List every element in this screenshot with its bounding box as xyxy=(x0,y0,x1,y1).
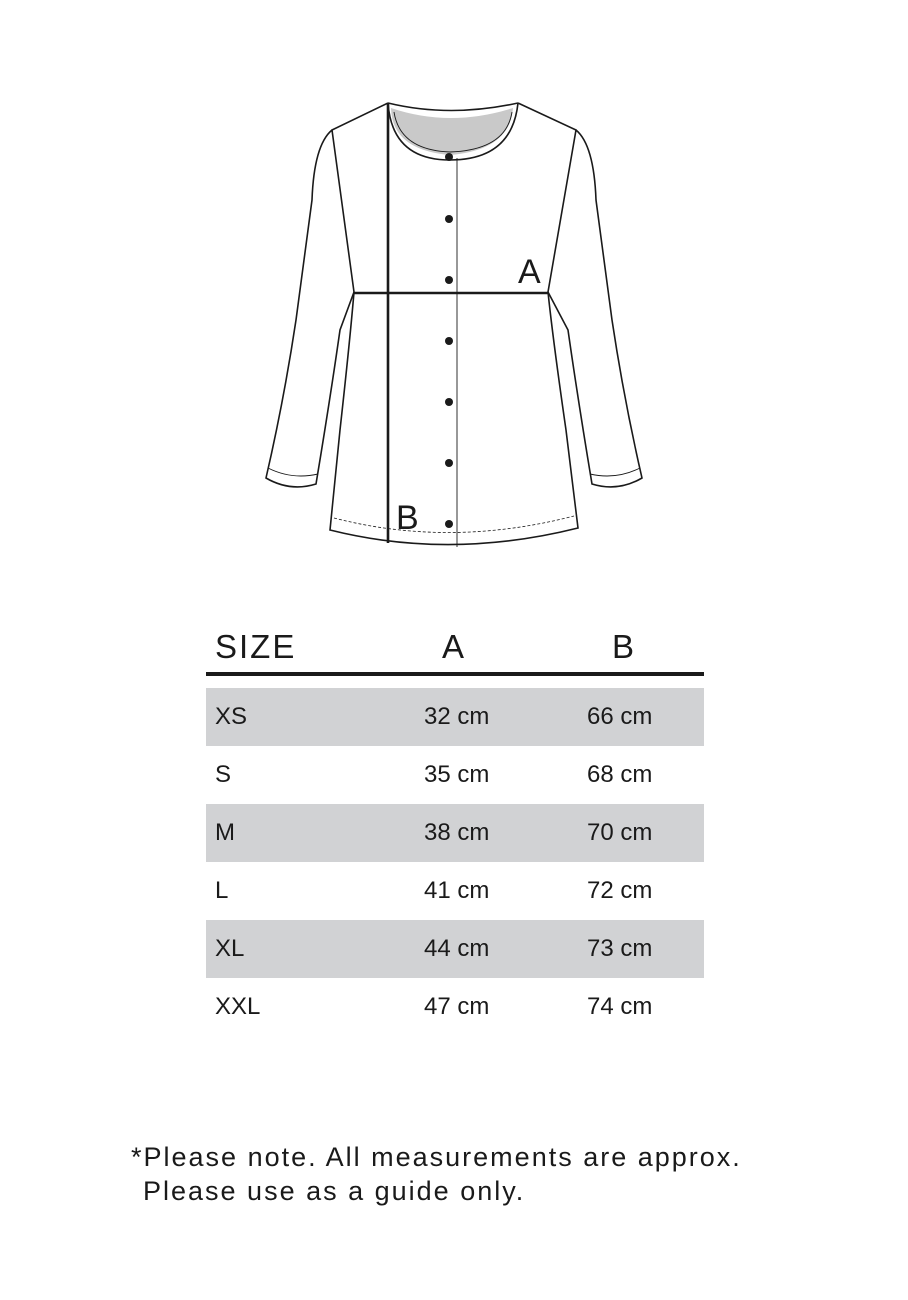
measurement-label-b: B xyxy=(396,499,419,537)
cell-size: XL xyxy=(215,935,245,962)
table-row xyxy=(206,746,704,804)
header-b: B xyxy=(612,628,635,665)
cell-a: 41 cm xyxy=(424,877,490,904)
cell-size: L xyxy=(215,877,229,904)
table-row xyxy=(206,978,704,1036)
cell-a: 47 cm xyxy=(424,993,490,1020)
header-a: A xyxy=(442,628,465,665)
table-body xyxy=(206,688,704,1036)
cell-size: S xyxy=(215,761,232,788)
cell-size: XS xyxy=(215,703,248,730)
measurement-label-a: A xyxy=(518,253,541,291)
cell-b: 72 cm xyxy=(587,877,653,904)
cardigan-icon xyxy=(0,0,908,580)
cell-size: XXL xyxy=(215,993,261,1020)
cell-b: 68 cm xyxy=(587,761,653,788)
cell-b: 73 cm xyxy=(587,935,653,962)
table-row xyxy=(206,804,704,862)
cell-size: M xyxy=(215,819,235,846)
table-header xyxy=(206,620,704,676)
cell-b: 74 cm xyxy=(587,993,653,1020)
table-row xyxy=(206,920,704,978)
table-row xyxy=(206,688,704,746)
disclaimer-note xyxy=(131,1140,742,1208)
table-row xyxy=(206,862,704,920)
cell-b: 66 cm xyxy=(587,703,653,730)
cell-a: 35 cm xyxy=(424,761,490,788)
cell-a: 32 cm xyxy=(424,703,490,730)
header-size: SIZE xyxy=(215,628,297,665)
cell-a: 44 cm xyxy=(424,935,490,962)
note-line-1: *Please note. All measurements are approx. xyxy=(131,1142,742,1172)
cell-a: 38 cm xyxy=(424,819,490,846)
size-chart-table xyxy=(206,620,704,1036)
note-line-2: Please use as a guide only. xyxy=(143,1176,526,1206)
cell-b: 70 cm xyxy=(587,819,653,846)
garment-illustration xyxy=(0,0,908,580)
